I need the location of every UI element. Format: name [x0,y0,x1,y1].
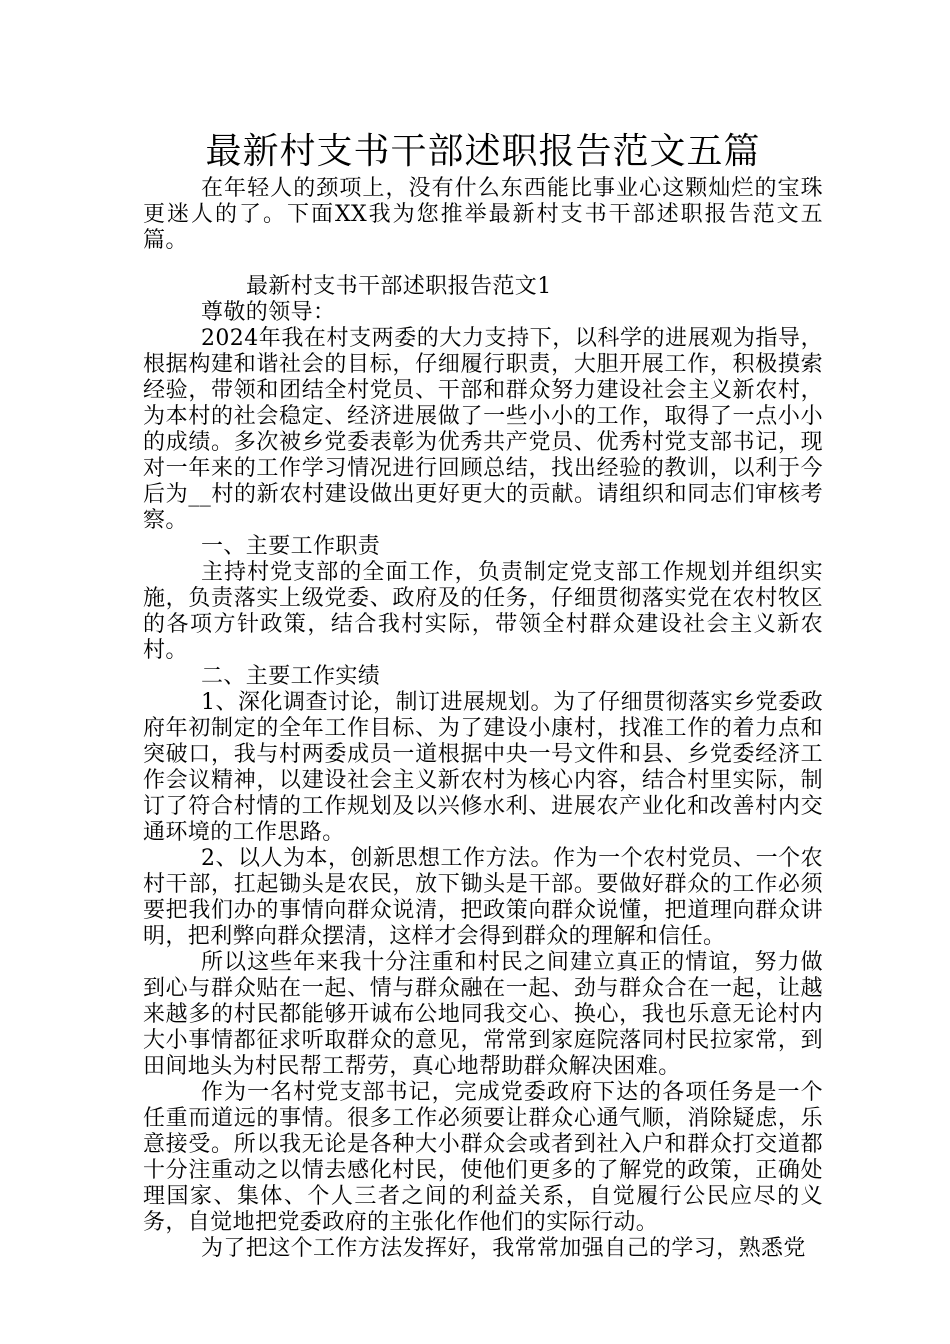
body-paragraph: 1、深化调查讨论，制订进展规划。为了仔细贯彻落实乡党委政府年初制定的全年工作目标、为了建设小康村，找准工作的着力点和突破口，我与村两委成员一道根据中央一号文件和县、乡党委经济工作会议精神，以建设社会主义新农村为核心内容，结合村里实际，制订了符合村情的工作规划及以兴修水利、进展农产业化和改善村内交通环境的工作思路。 [143,690,823,845]
intro-paragraph: 在年轻人的颈项上，没有什么东西能比事业心这颗灿烂的宝珠更迷人的了。下面XX我为您推举最新村支书干部述职报告范文五篇。 [143,176,823,253]
section-title: 最新村支书干部述职报告范文1 [246,274,552,299]
body-paragraph: 2024年我在村支两委的大力支持下，以科学的进展观为指导，根据构建和谐社会的目标，仔细履行职责，大胆开展工作，积极摸索经验，带领和团结全村党员、干部和群众努力建设社会主义新农村，为本村的社会稳定、经济进展做了一些小小的工作，取得了一点小小的成绩。多次被乡党委表彰为优秀共产党员、优秀村党支部书记，现对一年来的工作学习情况进行回顾总结，找出经验的教训，以利于今后为__村的新农村建设做出更好更大的贡献。请组织和同志们审核考察。 [143,326,823,533]
body-paragraph: 主持村党支部的全面工作，负责制定党支部工作规划并组织实施，负责落实上级党委、政府及的任务，仔细贯彻落实党在农村牧区的各项方针政策，结合我村实际，带领全村群众建设社会主义新农村。 [143,560,823,663]
section-heading: 一、主要工作职责 [201,534,381,559]
body-paragraph: 2、以人为本，创新思想工作方法。作为一个农村党员、一个农村干部，扛起锄头是农民，放下锄头是干部。要做好群众的工作必须要把我们办的事情向群众说清，把政策向群众说懂，把道理向群众讲明，把利弊向群众摆清，这样才会得到群众的理解和信任。 [143,846,823,949]
body-paragraph: 所以这些年来我十分注重和村民之间建立真正的情谊，努力做到心与群众贴在一起、情与群众融在一起、劲与群众合在一起，让越来越多的村民都能够开诚布公地同我交心、换心，我也乐意无论村内大小事情都征求听取群众的意见，常常到家庭院落同村民拉家常，到田间地头为村民帮工帮劳，真心地帮助群众解决困难。 [143,950,823,1079]
document-page [143,0,823,1262]
salutation: 尊敬的领导： [201,300,336,325]
body-paragraph: 作为一名村党支部书记，完成党委政府下达的各项任务是一个任重而道远的事情。很多工作必须要让群众心通气顺，消除疑虑，乐意接受。所以我无论是各种大小群众会或者到社入户和群众打交道都十分注重动之以情去感化村民，使他们更多的了解党的政策，正确处理国家、集体、个人三者之间的利益关系，自觉履行公民应尽的义务，自觉地把党委政府的主张化作他们的实际行动。 [143,1080,823,1235]
document-body [143,176,823,1262]
section-heading: 二、主要工作实绩 [201,664,381,689]
body-paragraph: 为了把这个工作方法发挥好，我常常加强自己的学习，熟悉党 [201,1236,806,1261]
document-title: 最新村支书干部述职报告范文五篇 [205,131,761,172]
